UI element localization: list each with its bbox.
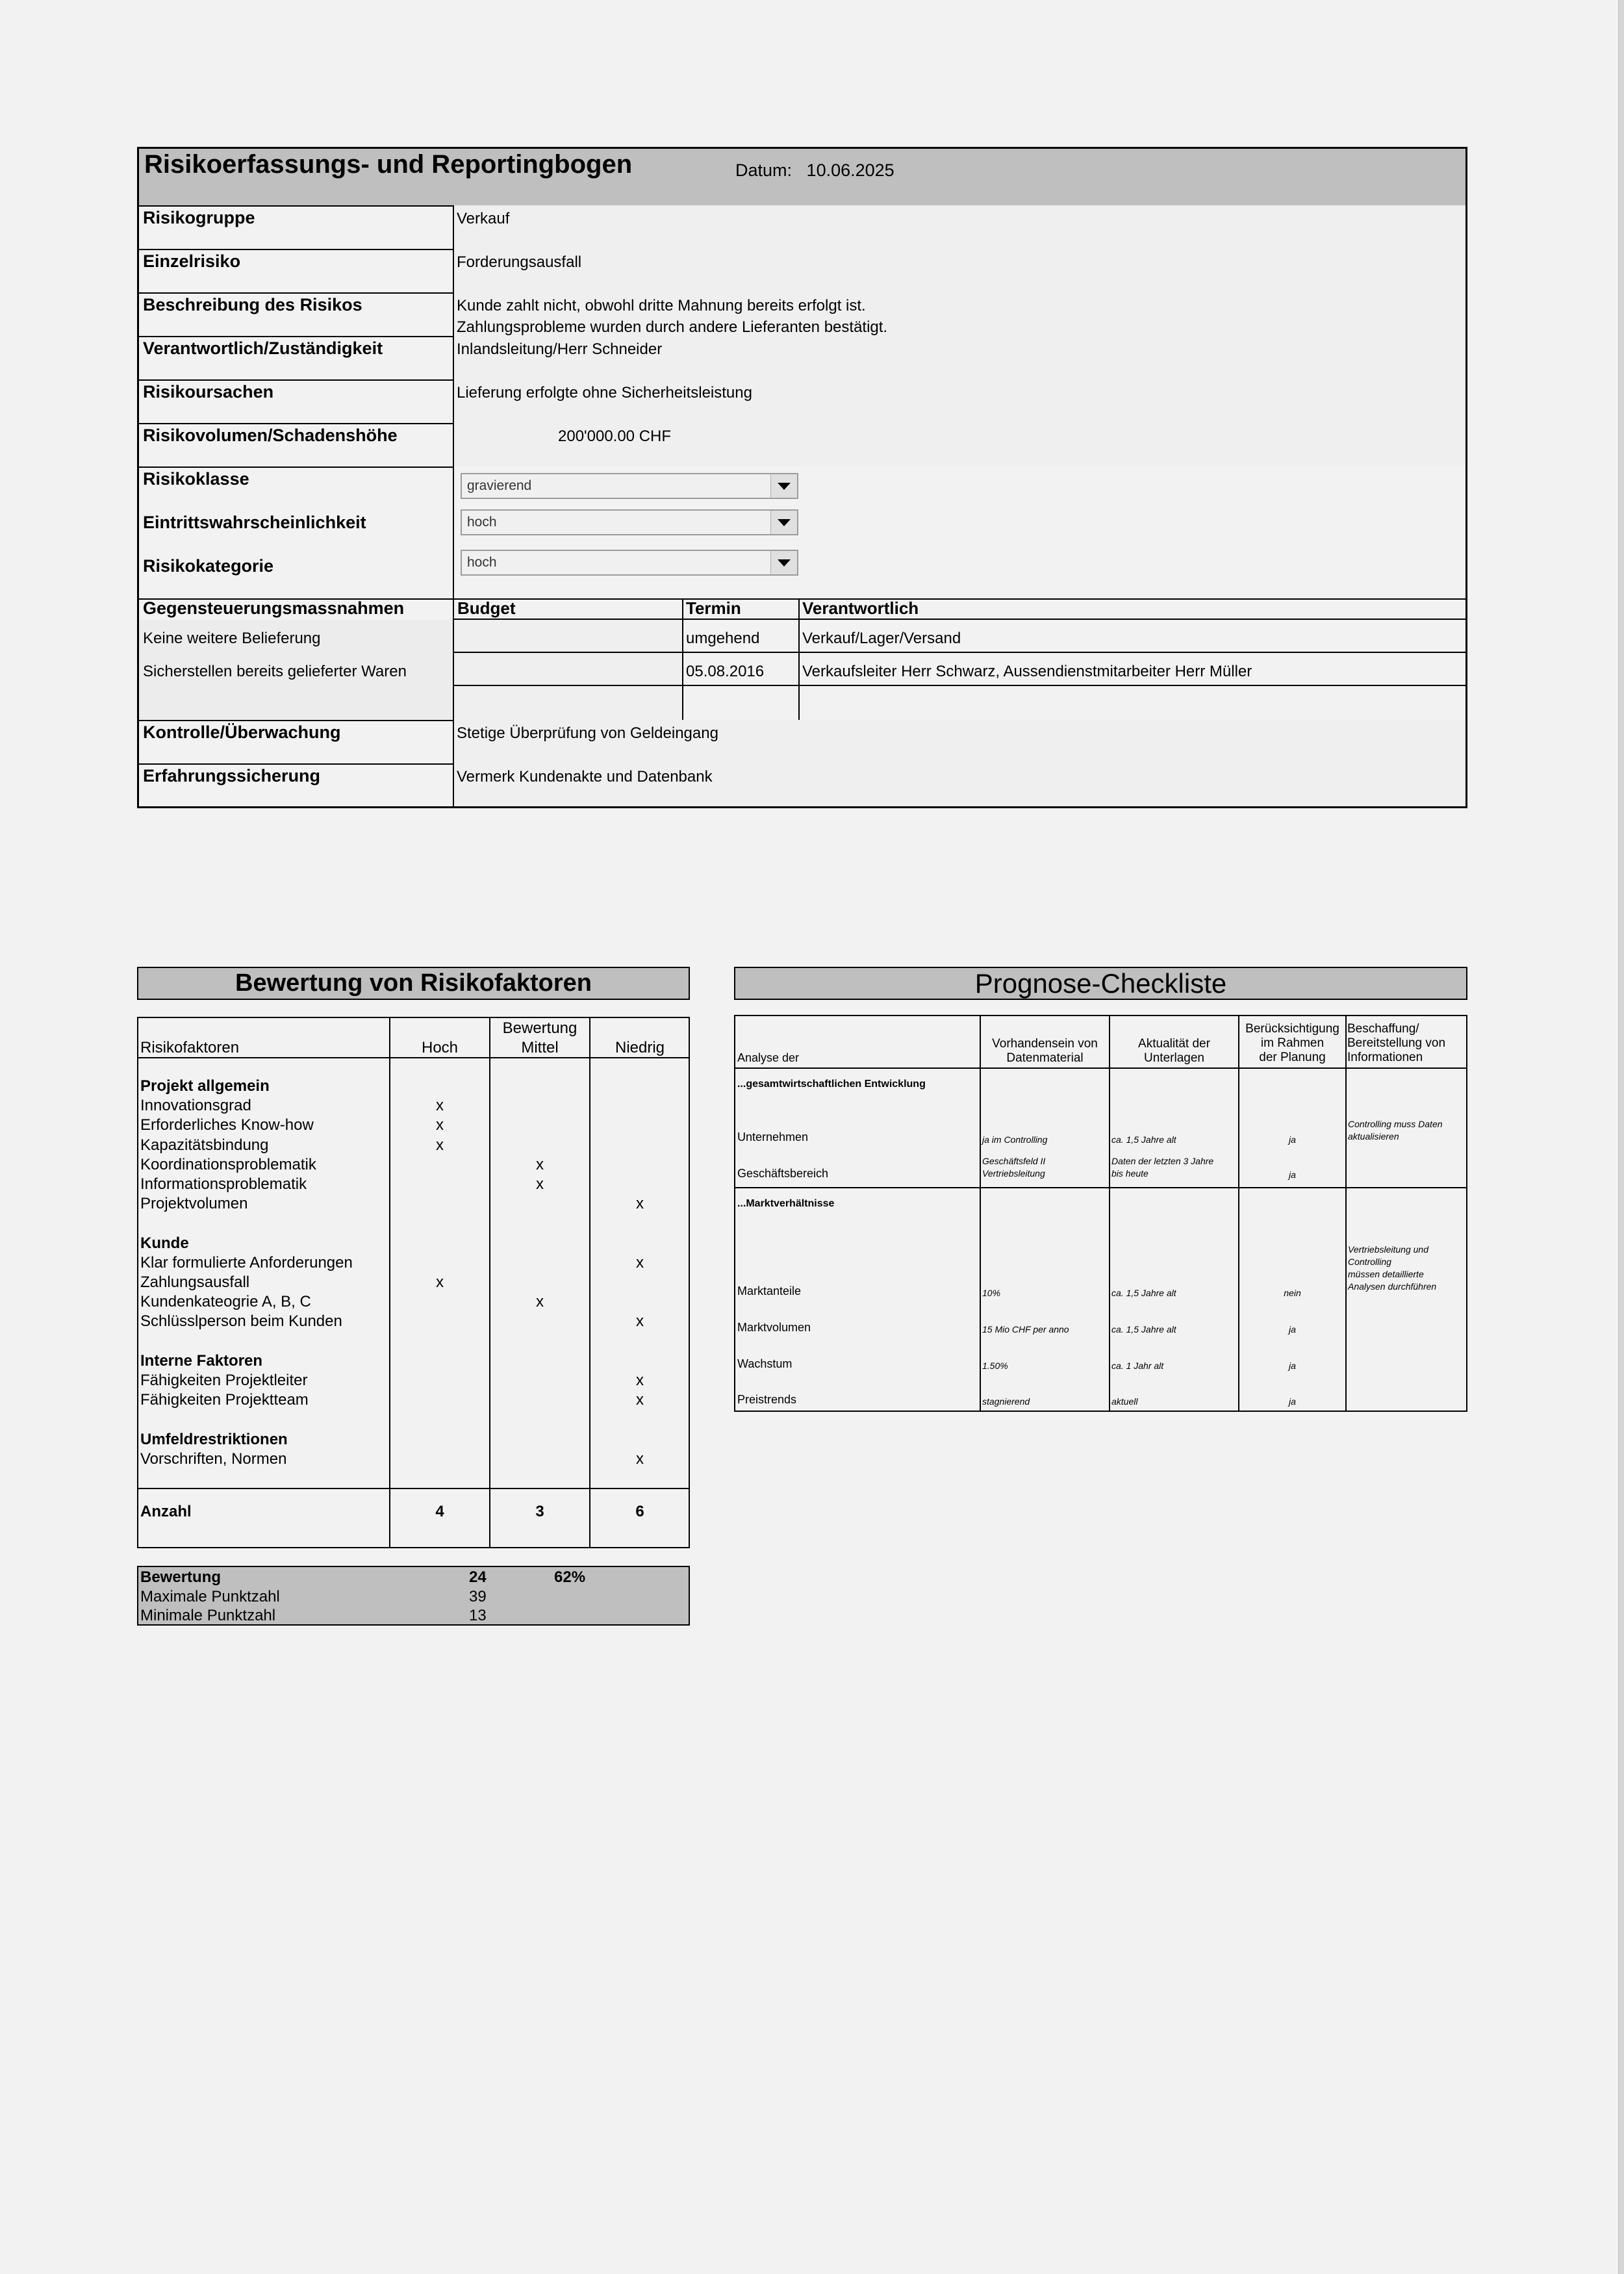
row-vorhanden: stagnierend (982, 1396, 1030, 1407)
divider (489, 1018, 490, 1547)
divider (1238, 1016, 1239, 1411)
divider (1109, 1016, 1110, 1411)
kategorie-label: Risikokategorie (143, 556, 274, 576)
divider (453, 652, 1465, 653)
divider (138, 1488, 689, 1489)
col-verantwortlich: Verantwortlich (802, 598, 919, 618)
row-vorhanden: 1.50% (982, 1361, 1008, 1371)
vorhanden-line: Vertriebsleitung (982, 1168, 1045, 1179)
divider (980, 1016, 981, 1411)
form-title: Risikoerfassungs- und Reportingbogen (144, 150, 633, 179)
factor-mark-niedrig[interactable]: x (636, 1312, 644, 1331)
col-beschaffung-3: Informationen (1347, 1051, 1423, 1064)
col-beruecks-2: im Rahmen (1260, 1036, 1325, 1050)
row-volumen (139, 423, 1465, 468)
factor-name: Erforderliches Know-how (140, 1116, 314, 1134)
col-termin: Termin (686, 598, 741, 618)
divider (735, 1067, 1466, 1069)
chevron-down-icon[interactable] (770, 511, 797, 534)
ursachen-label: Risikoursachen (143, 382, 274, 402)
verantwortlich-1: Verkauf/Lager/Versand (802, 630, 961, 647)
row-name: Marktanteile (737, 1284, 802, 1297)
chevron-down-icon[interactable] (770, 474, 797, 498)
date-label: Datum: (735, 160, 793, 180)
date-field (735, 160, 894, 181)
chevron-down-icon[interactable] (770, 551, 797, 574)
risikogruppe-value: Verkauf (457, 210, 510, 227)
beschreibung-line-1: Kunde zahlt nicht, obwohl dritte Mahnung bereits erfolgt ist. (457, 297, 866, 314)
beschaffung-note-1 (1348, 1118, 1443, 1143)
row-vorhanden: 15 Mio CHF per anno (982, 1324, 1069, 1335)
erfahrung-value: Vermerk Kundenakte und Datenbank (457, 768, 713, 786)
bewertung-summary (137, 1566, 690, 1626)
section-gesamtwirtschaft: ...gesamtwirtschaftlichen Entwicklung (737, 1079, 926, 1090)
ursachen-field[interactable] (453, 379, 1465, 423)
row-vorhanden (982, 1155, 1045, 1180)
beschreibung-field[interactable] (453, 292, 1465, 336)
row-klassifizierung (139, 466, 1465, 600)
row-kontrolle (139, 720, 1465, 765)
divider (453, 685, 1465, 686)
col-aktualitaet-1: Aktualität der (1138, 1037, 1210, 1051)
factor-mark-niedrig[interactable]: x (636, 1195, 644, 1213)
factor-name: Klar formulierte Anforderungen (140, 1253, 353, 1271)
factor-name: Kundenkateogrie A, B, C (140, 1293, 311, 1311)
factor-group-title: Projekt allgemein (140, 1077, 270, 1095)
col-bewertung: Bewertung (502, 1019, 577, 1037)
factor-name: Informationsproblematik (140, 1175, 307, 1193)
divider (682, 598, 683, 720)
factor-mark-mittel[interactable]: x (536, 1175, 544, 1193)
beschaffung-line: Vertriebsleitung und (1348, 1244, 1429, 1255)
col-beruecks-1: Berücksichtigung (1245, 1022, 1339, 1036)
row-planung: ja (1289, 1134, 1296, 1145)
volumen-field[interactable] (453, 423, 1465, 466)
factor-name: Zahlungsausfall (140, 1273, 250, 1291)
row-aktualitaet: ca. 1,5 Jahre alt (1111, 1134, 1176, 1145)
row-aktualitaet: aktuell (1111, 1396, 1138, 1407)
row-risikogruppe (139, 205, 1465, 250)
prognose-title: Prognose-Checkliste (734, 967, 1467, 1000)
col-aktualitaet (1110, 1037, 1238, 1066)
factor-name: Kapazitätsbindung (140, 1136, 269, 1154)
summary-max-value: 39 (469, 1588, 487, 1605)
beschaffung-line: aktualisieren (1348, 1131, 1399, 1142)
einzelrisiko-label: Einzelrisiko (143, 251, 241, 271)
col-beruecksichtigung (1239, 1022, 1345, 1065)
vorhanden-line: Geschäftsfeld II (982, 1156, 1046, 1166)
kategorie-value: hoch (467, 555, 497, 570)
col-risikofaktoren: Risikofaktoren (140, 1039, 240, 1056)
col-beschaffung-1: Beschaffung/ (1347, 1022, 1419, 1036)
factor-mark-niedrig[interactable]: x (636, 1372, 644, 1389)
col-vorhandensein-2: Datenmaterial (1006, 1051, 1084, 1065)
window-scrollbar[interactable] (1618, 0, 1624, 2274)
eintritt-label: Eintrittswahrscheinlichkeit (143, 513, 366, 532)
verantwortlich-2: Verkaufsleiter Herr Schwarz, Aussendienstmitarbeiter Herr Müller (802, 663, 1252, 680)
col-hoch: Hoch (421, 1039, 459, 1056)
form-header (139, 149, 1465, 207)
budget-cell-1[interactable] (454, 620, 682, 652)
summary-bewertung-label: Bewertung (140, 1568, 222, 1586)
row-einzelrisiko (139, 249, 1465, 294)
bewertung-title: Bewertung von Risikofaktoren (137, 967, 690, 1000)
einzelrisiko-value: Forderungsausfall (457, 253, 582, 271)
factor-mark-mittel[interactable]: x (536, 1293, 544, 1311)
row-planung: ja (1289, 1361, 1296, 1371)
row-planung: ja (1289, 1169, 1296, 1180)
row-erfahrung (139, 763, 1465, 806)
anzahl-niedrig: 6 (635, 1503, 644, 1520)
factor-name: Projektvolumen (140, 1195, 248, 1213)
kontrolle-value: Stetige Überprüfung von Geldeingang (457, 724, 718, 742)
anzahl-mittel: 3 (535, 1503, 544, 1520)
verantwortlich-field[interactable] (453, 336, 1465, 379)
budget-cell-3[interactable] (454, 686, 682, 720)
factor-mark-mittel[interactable]: x (536, 1155, 544, 1173)
col-aktualitaet-2: Unterlagen (1144, 1051, 1204, 1065)
factor-mark-hoch[interactable]: x (436, 1097, 444, 1115)
risikofaktoren-table (137, 1017, 690, 1548)
row-name: Geschäftsbereich (737, 1167, 829, 1180)
factor-name: Koordinationsproblematik (140, 1155, 316, 1173)
col-niedrig: Niedrig (615, 1039, 665, 1056)
aktualitaet-line: Daten der letzten 3 Jahre (1111, 1156, 1214, 1166)
factor-group-title: Interne Faktoren (140, 1351, 263, 1370)
date-value: 10.06.2025 (806, 160, 894, 180)
summary-bewertung-pct: 62% (554, 1568, 586, 1586)
kategorie-select[interactable] (461, 550, 798, 576)
col-budget: Budget (457, 598, 516, 618)
col-beschaffung (1347, 1022, 1445, 1065)
anzahl-hoch: 4 (435, 1503, 444, 1520)
kontrolle-field[interactable] (453, 720, 1465, 763)
beschreibung-label: Beschreibung des Risikos (143, 295, 362, 314)
risikoklasse-select[interactable] (461, 473, 798, 499)
termin-1: umgehend (686, 630, 760, 647)
klassifizierung-area (453, 466, 1465, 598)
factor-mark-niedrig[interactable]: x (636, 1450, 644, 1468)
row-vorhanden: 10% (982, 1288, 1001, 1298)
factor-name: Vorschriften, Normen (140, 1450, 287, 1468)
verantwortlich-label: Verantwortlich/Zuständigkeit (143, 339, 383, 358)
row-name: Preistrends (737, 1393, 797, 1406)
budget-cell-2[interactable] (454, 653, 682, 685)
row-aktualitaet: ca. 1,5 Jahre alt (1111, 1288, 1176, 1298)
beschaffung-line: Controlling (1348, 1257, 1391, 1267)
verantwortlich-value: Inlandsleitung/Herr Schneider (457, 340, 663, 358)
beschreibung-value (457, 295, 887, 338)
row-massnahmen (139, 598, 1465, 721)
factor-mark-niedrig[interactable]: x (636, 1253, 644, 1271)
section-marktverhaeltnisse: ...Marktverhältnisse (737, 1198, 835, 1209)
eintritt-value: hoch (467, 515, 497, 530)
row-name: Unternehmen (737, 1131, 809, 1143)
risk-report-form (137, 147, 1467, 808)
factor-mark-hoch[interactable]: x (436, 1116, 444, 1134)
aktualitaet-line: bis heute (1111, 1168, 1148, 1179)
row-aktualitaet: ca. 1 Jahr alt (1111, 1361, 1164, 1371)
row-name: Wachstum (737, 1357, 793, 1370)
risikoklasse-label: Risikoklasse (143, 469, 249, 489)
massnahme-2: Sicherstellen bereits gelieferter Waren (143, 663, 407, 680)
erfahrung-label: Erfahrungssicherung (143, 766, 321, 786)
factor-group-title: Kunde (140, 1234, 189, 1252)
risikoklasse-value: gravierend (467, 478, 532, 493)
factor-mark-niedrig[interactable]: x (636, 1391, 644, 1409)
factor-mark-hoch[interactable]: x (436, 1136, 444, 1154)
col-analyse: Analyse der (737, 1051, 800, 1064)
summary-min-value: 13 (469, 1607, 487, 1624)
beschaffung-note-2 (1348, 1244, 1436, 1293)
col-beschaffung-2: Bereitstellung von (1347, 1036, 1446, 1050)
summary-min-label: Minimale Punktzahl (140, 1607, 276, 1624)
col-vorhandensein-1: Vorhandensein von (992, 1037, 1098, 1051)
divider (735, 1187, 1466, 1188)
row-ursachen (139, 379, 1465, 424)
factor-name: Fähigkeiten Projektleiter (140, 1372, 308, 1389)
erfahrung-field[interactable] (453, 763, 1465, 806)
row-aktualitaet (1111, 1155, 1213, 1180)
col-vorhandensein (981, 1037, 1109, 1066)
divider (138, 1057, 689, 1058)
beschaffung-line: Controlling muss Daten (1348, 1119, 1443, 1129)
eintritt-select[interactable] (461, 509, 798, 535)
beschaffung-line: Analysen durchführen (1348, 1281, 1437, 1292)
factor-name: Fähigkeiten Projektteam (140, 1391, 309, 1409)
beschreibung-line-2: Zahlungsprobleme wurden durch andere Lieferanten bestätigt. (457, 318, 888, 336)
massnahme-1: Keine weitere Belieferung (143, 630, 321, 647)
row-name: Marktvolumen (737, 1321, 811, 1334)
factor-group-title: Umfeldrestriktionen (140, 1430, 288, 1448)
beschaffung-line: müssen detaillierte (1348, 1269, 1424, 1279)
factor-name: Schlüsslperson beim Kunden (140, 1312, 342, 1331)
massnahmen-label: Gegensteuerungsmassnahmen (143, 598, 405, 618)
prognose-table (734, 1015, 1467, 1412)
ursachen-value: Lieferung erfolgte ohne Sicherheitsleistung (457, 384, 752, 402)
divider (798, 598, 800, 720)
risikogruppe-label: Risikogruppe (143, 208, 255, 227)
row-aktualitaet: ca. 1,5 Jahre alt (1111, 1324, 1176, 1335)
volumen-label: Risikovolumen/Schadenshöhe (143, 426, 398, 445)
factor-name: Innovationsgrad (140, 1097, 251, 1115)
volumen-value: 200'000.00 CHF (558, 428, 672, 445)
row-planung: nein (1284, 1288, 1301, 1298)
summary-max-label: Maximale Punktzahl (140, 1588, 280, 1605)
row-planung: ja (1289, 1396, 1296, 1407)
factor-mark-hoch[interactable]: x (436, 1273, 444, 1291)
kontrolle-label: Kontrolle/Überwachung (143, 722, 341, 742)
row-verantwortlich (139, 336, 1465, 381)
summary-bewertung-value: 24 (469, 1568, 487, 1586)
termin-2: 05.08.2016 (686, 663, 765, 680)
col-mittel: Mittel (521, 1039, 559, 1056)
col-beruecks-3: der Planung (1259, 1051, 1326, 1064)
risikogruppe-field[interactable] (453, 205, 1465, 249)
divider (1345, 1016, 1347, 1411)
anzahl-label: Anzahl (140, 1503, 192, 1520)
row-planung: ja (1289, 1324, 1296, 1335)
row-vorhanden: ja im Controlling (982, 1134, 1048, 1145)
einzelrisiko-field[interactable] (453, 249, 1465, 292)
row-beschreibung (139, 292, 1465, 337)
